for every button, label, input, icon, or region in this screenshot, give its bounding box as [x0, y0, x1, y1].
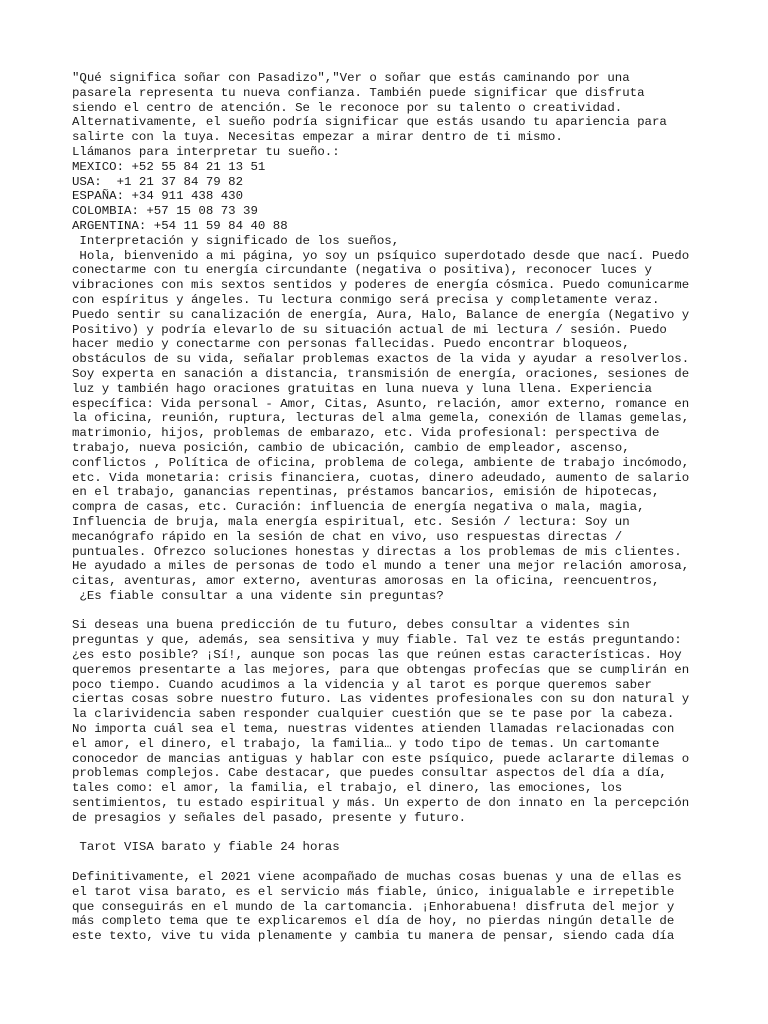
text-line: Soy experta en sanación a distancia, transmisión de energía, oraciones, sesiones de [72, 366, 690, 381]
text-line: luz y también hago oraciones gratuitas en luna nueva y luna llena. Experiencia [72, 381, 652, 396]
text-line: problemas complejos. Cabe destacar, que puedes consultar aspectos del día a día, [72, 766, 667, 781]
text-line: este texto, vive tu vida plenamente y cambia tu manera de pensar, siendo cada día [72, 929, 675, 944]
text-line: queremos presentarte a las mejores, para que obtengas profecías que se cumplirán en [72, 662, 690, 677]
text-line: conflictos , Política de oficina, problema de colega, ambiente de trabajo incómodo, [72, 455, 690, 470]
text-line: mecanógrafo rápido en la sesión de chat en vivo, uso respuestas directas / [72, 529, 623, 544]
text-line: poco tiempo. Cuando acudimos a la videncia y al tarot es porque queremos saber [72, 677, 652, 692]
text-line: Influencia de bruja, mala energía espiritual, etc. Sesión / lectura: Soy un [72, 514, 630, 529]
text-line: el tarot visa barato, es el servicio más fiable, único, inigualable e irrepetible [72, 884, 675, 899]
text-line: obstáculos de su vida, señalar problemas exactos de la vida y ayudar a resolverlos. [72, 352, 690, 367]
text-line: el amor, el dinero, el trabajo, la familia… y todo tipo de temas. Un cartomante [72, 736, 660, 751]
phone-argentina: ARGENTINA: +54 11 59 84 40 88 [72, 218, 288, 233]
section-heading: Interpretación y significado de los sueños, [72, 233, 400, 248]
text-line: Llámanos para interpretar tu sueño.: [72, 144, 340, 159]
psychic-intro-paragraph [72, 234, 712, 604]
phone-espana: ESPAÑA: +34 911 438 430 [72, 189, 244, 204]
text-line: la oficina, reunión, ruptura, lecturas del alma gemela, conexión de llamas gemelas, [72, 411, 690, 426]
text-line: sentimientos, tu estado espiritual y más. Un experto de don innato en la percepción [72, 796, 690, 811]
phone-colombia: COLOMBIA: +57 15 08 73 39 [72, 204, 258, 219]
text-line: conocedor de mancias antiguas y hablar con este psíquico, puede aclararte dilemas o [72, 751, 690, 766]
text-line: ¿es esto posible? ¡Sí!, aunque son pocas las que reúnen estas características. Hoy [72, 648, 682, 663]
text-line: Alternativamente, el sueño podría significar que estás usando tu apariencia para [72, 115, 667, 130]
text-line: preguntas y que, además, sea sensitiva y muy fiable. Tal vez te estás preguntando: [72, 633, 682, 648]
text-line: Puedo sentir su canalización de energía, Aura, Halo, Balance de energía (Negativo y [72, 307, 690, 322]
blank-line [72, 604, 712, 619]
vidente-paragraph [72, 618, 712, 825]
text-line: Definitivamente, el 2021 viene acompañado de muchas cosas buenas y una de ellas es [72, 870, 682, 885]
text-line: He ayudado a miles de personas de todo el mundo a tener una mejor relación amorosa, [72, 559, 690, 574]
document-page [72, 71, 712, 944]
section-heading: ¿Es fiable consultar a una vidente sin preguntas? [72, 588, 444, 603]
text-line: "Qué significa soñar con Pasadizo","Ver o soñar que estás caminando por una [72, 71, 630, 85]
phone-mexico: MEXICO: +52 55 84 21 13 51 [72, 159, 266, 174]
text-line: hacer medio y conectarme con personas fallecidas. Puedo encontrar bloqueos, [72, 337, 630, 352]
text-line: Positivo) y podría elevarlo de su situación actual de mi lectura / sesión. Puedo [72, 322, 667, 337]
phone-list [72, 160, 712, 234]
text-line: Si deseas una buena predicción de tu futuro, debes consultar a videntes sin [72, 618, 630, 633]
text-line: citas, aventuras, amor externo, aventuras amorosas en la oficina, reencuentros, [72, 574, 660, 589]
text-line: ciertas cosas sobre nuestro futuro. Las videntes profesionales con su don natural y [72, 692, 690, 707]
text-line: que conseguirás en el mundo de la cartomancia. ¡Enhorabuena! disfruta del mejor y [72, 899, 675, 914]
text-line: No importa cuál sea el tema, nuestras videntes atienden llamadas relacionadas con [72, 722, 675, 737]
text-line: Hola, bienvenido a mi página, yo soy un psíquico superdotado desde que nací. Puedo [72, 248, 690, 263]
blank-line [72, 855, 712, 870]
tarot-visa-paragraph [72, 870, 712, 944]
text-line: etc. Vida monetaria: crisis financiera, cuotas, dinero adeudado, aumento de salario [72, 470, 690, 485]
text-line: compra de casas, etc. Curación: influencia de energía negativa o mala, magia, [72, 500, 645, 515]
text-line: salirte con la tuya. Necesitas empezar a mirar dentro de ti mismo. [72, 130, 563, 145]
text-line: matrimonio, hijos, problemas de embarazo, etc. Vida profesional: perspectiva de [72, 426, 660, 441]
text-line: pasarela representa tu nueva confianza. También puede significar que disfruta [72, 85, 645, 100]
text-line: más completo tema que te explicaremos el día de hoy, no pierdas ningún detalle de [72, 914, 675, 929]
text-line: específica: Vida personal - Amor, Citas, Asunto, relación, amor externo, romance en [72, 396, 690, 411]
text-line: con espíritus y ángeles. Tu lectura conmigo será precisa y completamente veraz. [72, 292, 660, 307]
text-line: tales como: el amor, la familia, el trabajo, el dinero, las emociones, los [72, 781, 623, 796]
text-line: siendo el centro de atención. Se le reconoce por su talento o creatividad. [72, 100, 623, 115]
text-line: puntuales. Ofrezco soluciones honestas y directas a los problemas de mis clientes. [72, 544, 682, 559]
phone-usa: USA: +1 21 37 84 79 82 [72, 174, 244, 189]
text-line: la clarividencia saben responder cualquier cuestión que se te pase por la cabeza. [72, 707, 675, 722]
intro-paragraph [72, 71, 712, 160]
section-heading: Tarot VISA barato y fiable 24 horas [72, 840, 340, 855]
text-line: en el trabajo, ganancias repentinas, préstamos bancarios, emisión de hipotecas, [72, 485, 660, 500]
text-line: vibraciones con mis sextos sentidos y poderes de energía cósmica. Puedo comunicarme [72, 278, 690, 293]
text-line: trabajo, nueva posición, cambio de ubicación, cambio de empleador, ascenso, [72, 440, 630, 455]
text-line: de presagios y señales del pasado, presente y futuro. [72, 810, 467, 825]
blank-line [72, 826, 712, 841]
text-line: conectarme con tu energía circundante (negativa o positiva), reconocer luces y [72, 263, 652, 278]
